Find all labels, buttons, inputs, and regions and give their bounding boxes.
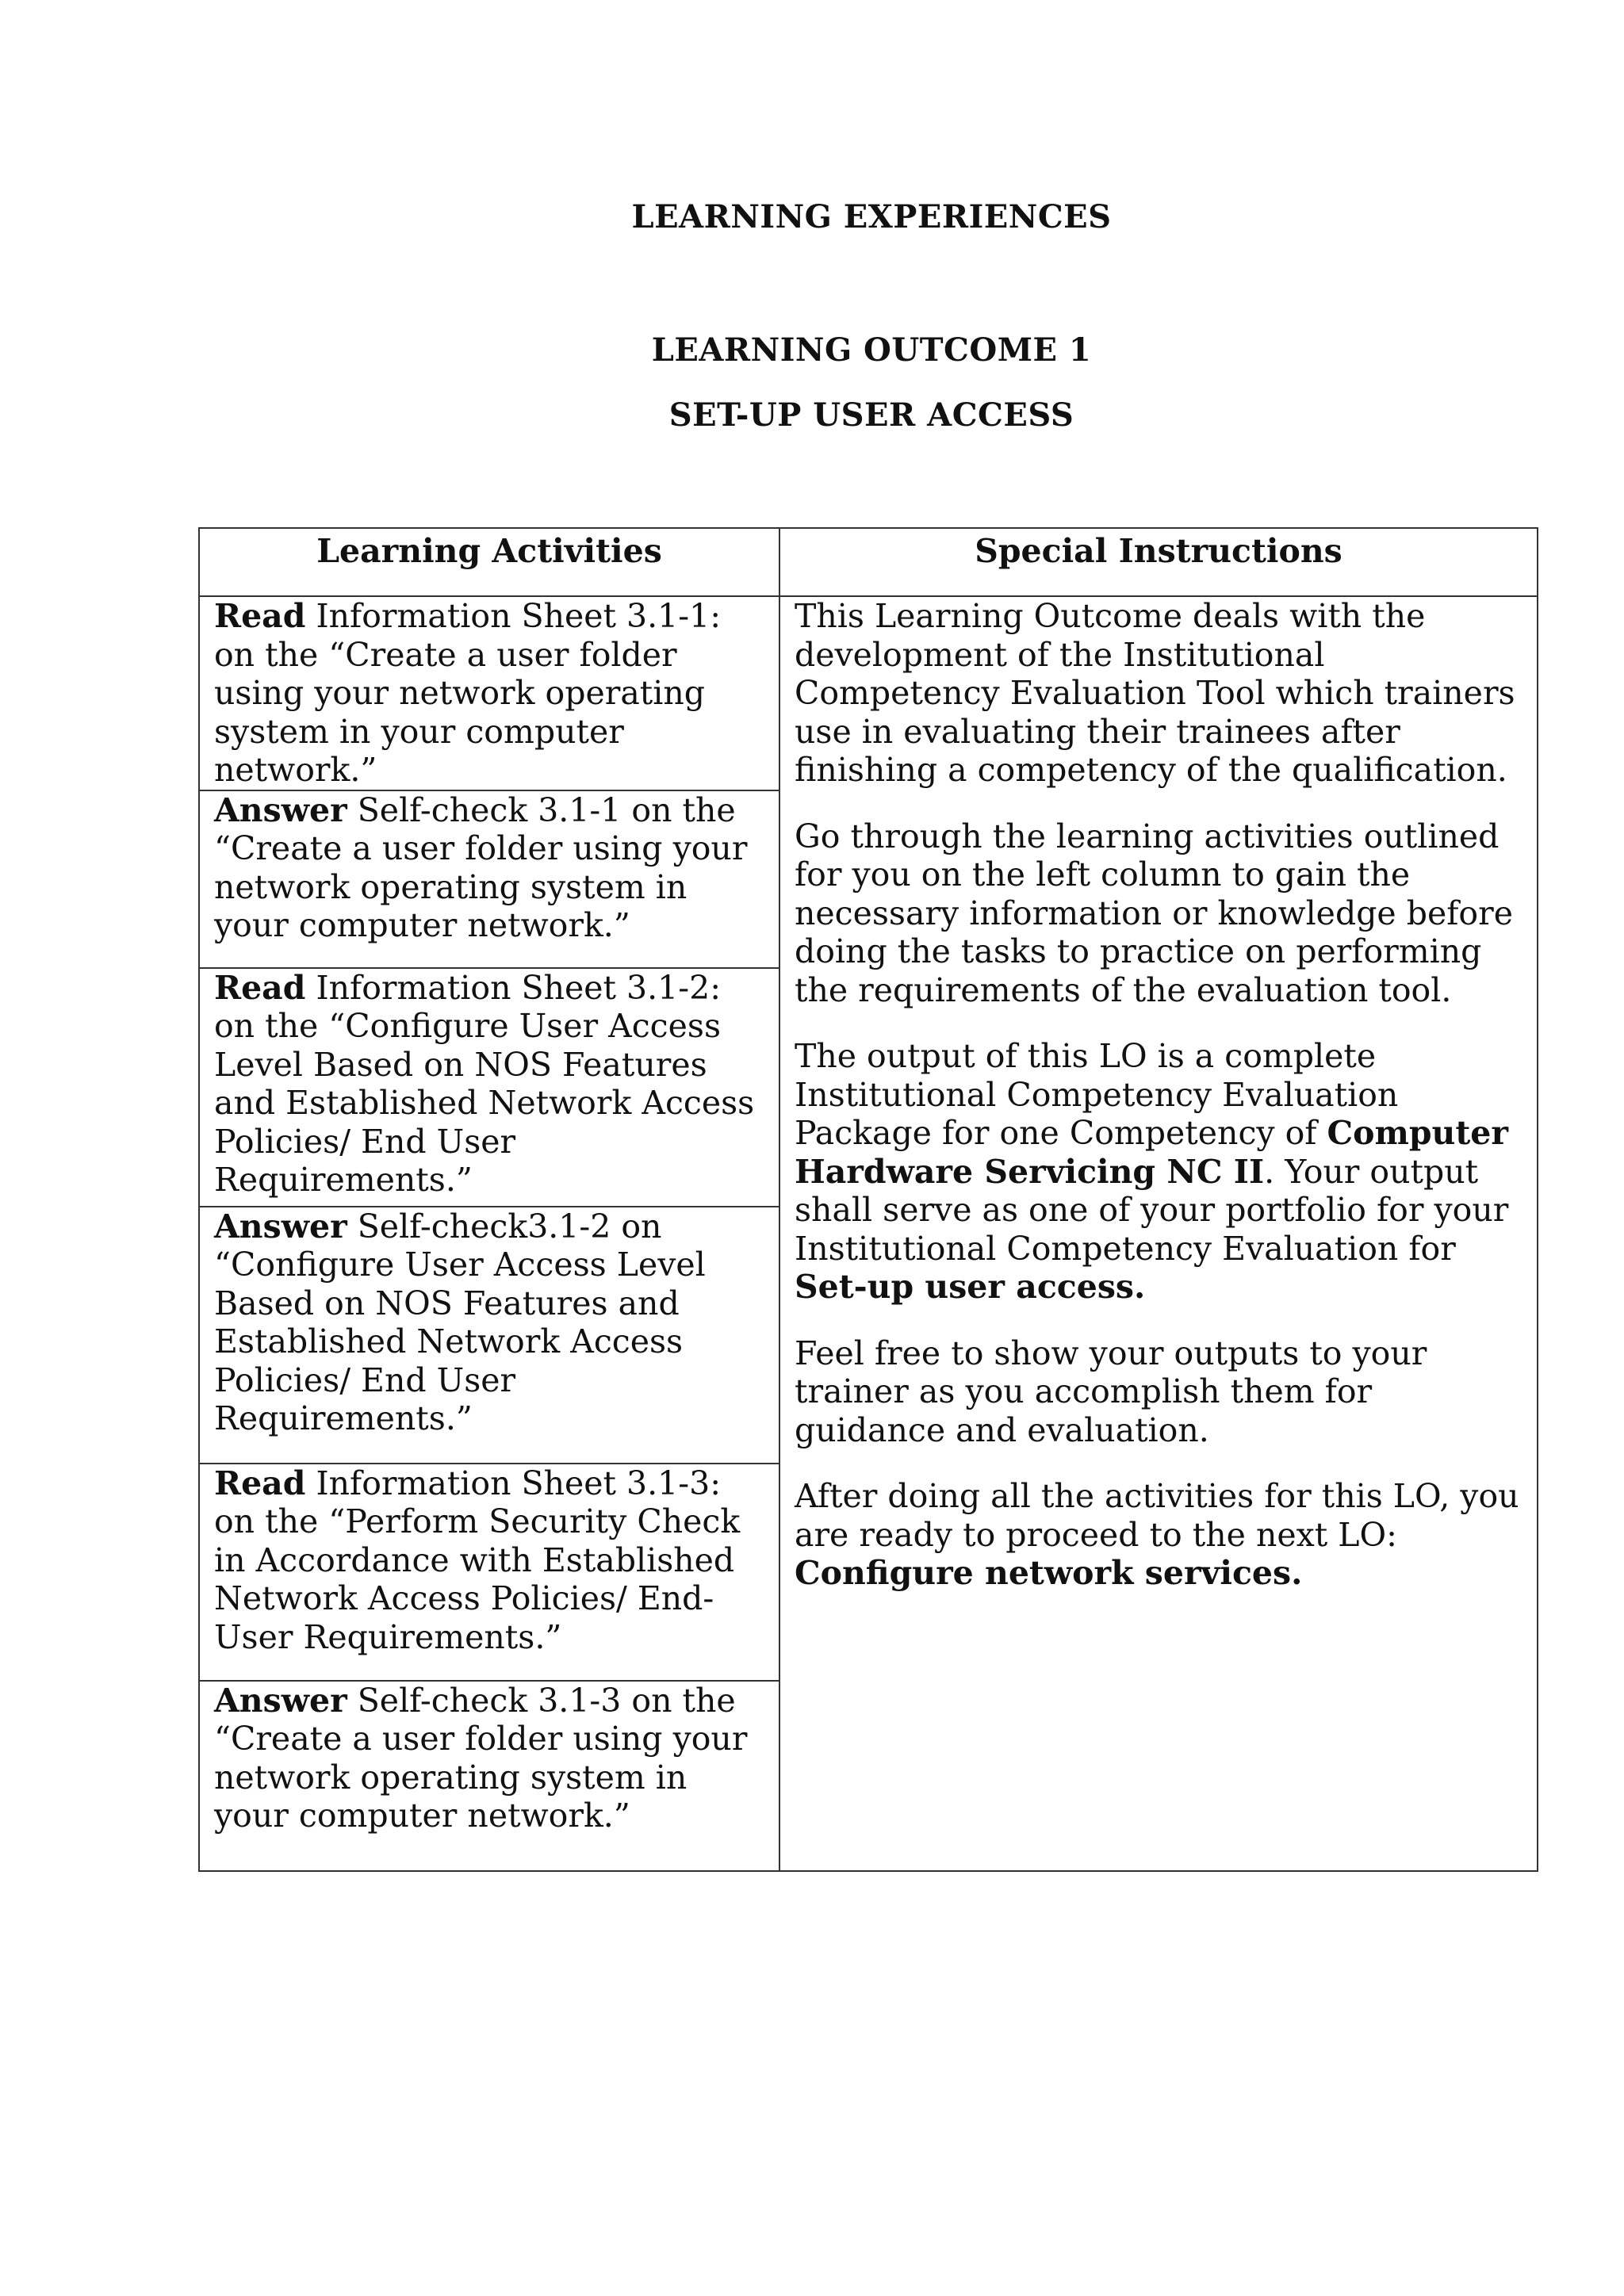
activity-cell — [199, 1681, 779, 1871]
column-header-special-instructions: Special Instructions — [779, 528, 1538, 596]
activity-verb: Answer — [214, 1681, 347, 1720]
instruction-text: The output of this LO is a complete Institutional Competency Evaluation Package for one Competency of — [795, 1037, 1399, 1152]
activity-text: Information Sheet 3.1-3: on the “Perform Security Check in Accordance with Established Network Access Policies/ End-User Requirements.” — [214, 1464, 741, 1656]
activity-text: Information Sheet 3.1-2: on the “Configure User Access Level Based on NOS Features and Established Network Access Policies/ End User Requirements.” — [214, 968, 755, 1199]
instruction-text: After doing all the activities for this LO, you are ready to proceed to the next LO: — [795, 1477, 1519, 1554]
competency-name: Set-up user access. — [795, 1268, 1146, 1306]
next-lo-name: Configure network services. — [795, 1554, 1303, 1592]
activity-verb: Answer — [214, 1207, 347, 1246]
activity-cell — [199, 968, 779, 1207]
activity-verb: Read — [214, 968, 306, 1007]
learning-experiences-table — [198, 527, 1538, 1872]
activity-cell — [199, 596, 779, 790]
learning-outcome-title: SET-UP USER ACCESS — [668, 396, 1074, 434]
special-instructions-cell — [779, 596, 1538, 1871]
learning-outcome-number: LEARNING OUTCOME 1 — [651, 331, 1092, 369]
activity-text: Self-check3.1-2 on “Configure User Access Level Based on NOS Features and Established Network Access Policies/ End User Requirements.” — [214, 1207, 706, 1437]
activity-verb: Answer — [214, 790, 347, 829]
activity-text: Self-check 3.1-1 on the “Create a user folder using your network operating system in your computer network.” — [214, 790, 748, 944]
activity-cell — [199, 1464, 779, 1681]
activity-cell — [199, 790, 779, 968]
qualification-name: Computer Hardware Servicing NC II — [795, 1114, 1508, 1191]
column-header-learning-activities: Learning Activities — [199, 528, 779, 596]
activity-verb: Read — [214, 597, 306, 635]
table-header-row — [199, 528, 1538, 596]
activity-cell — [199, 1207, 779, 1464]
instruction-paragraph — [795, 1037, 1522, 1307]
instruction-paragraph: This Learning Outcome deals with the development of the Institutional Competency Evaluation Tool which trainers use in evaluating their trainees after finishing a competency of the qualification. — [795, 597, 1515, 789]
instruction-paragraph — [795, 1477, 1522, 1593]
instruction-text: . Your output shall serve as one of your portfolio for your Institutional Competency Evaluation for — [795, 1152, 1509, 1268]
activity-text: Information Sheet 3.1-1: on the “Create a user folder using your network operating system in your computer network.” — [214, 597, 722, 789]
instruction-paragraph: Feel free to show your outputs to your trainer as you accomplish them for guidance and evaluation. — [795, 1334, 1427, 1449]
instruction-paragraph: Go through the learning activities outlined for you on the left column to gain the necessary information or knowledge before doing the tasks to practice on performing the requirements of the evaluation tool. — [795, 817, 1513, 1009]
document-heading: LEARNING EXPERIENCES — [631, 198, 1112, 235]
activity-text: Self-check 3.1-3 on the “Create a user folder using your network operating system in your computer network.” — [214, 1681, 748, 1835]
table-row — [199, 596, 1538, 790]
activity-verb: Read — [214, 1464, 306, 1502]
